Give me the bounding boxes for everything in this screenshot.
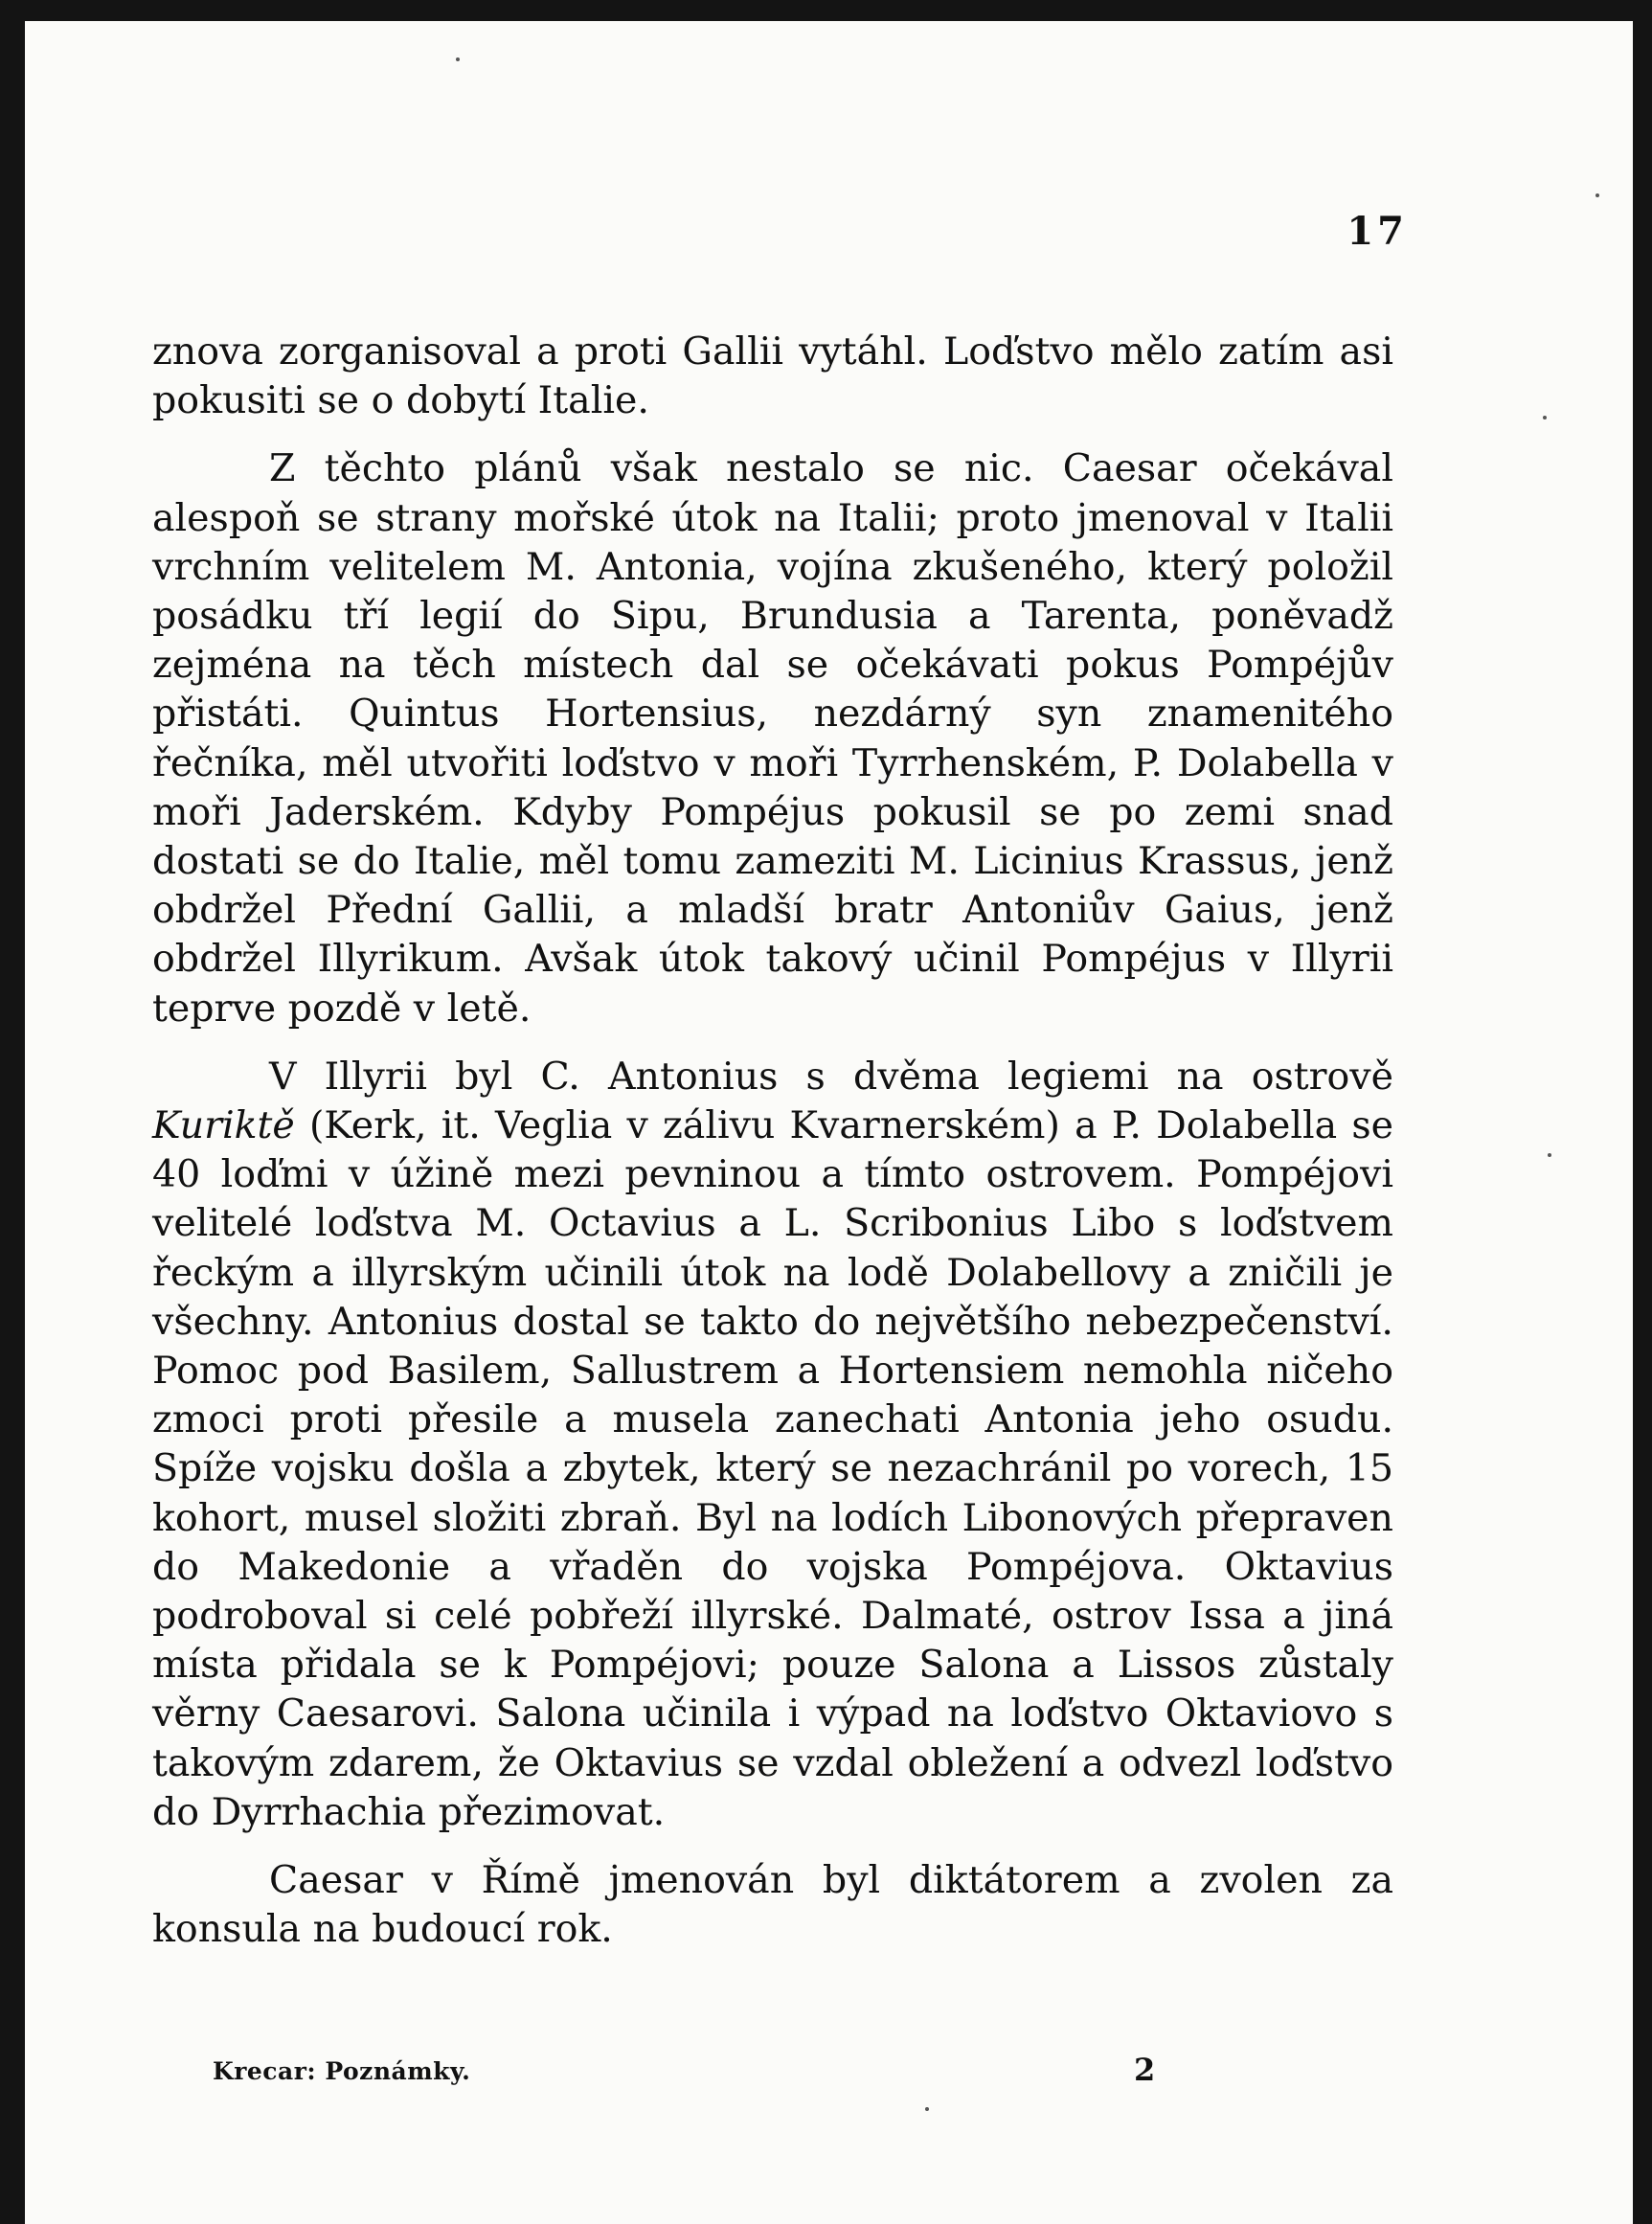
book-page <box>25 21 1633 2224</box>
footer-sheet-number: 2 <box>1134 2052 1156 2088</box>
place-name-italic: Kuriktě <box>152 1103 295 1148</box>
scan-speck <box>1543 416 1547 420</box>
scan-edge-left <box>0 0 25 2224</box>
paragraph-2: Z těchto plánů však nestalo se nic. Caesar očekával alespoň se strany mořské útok na Italii; proto jmenoval v Italii vrchním velitelem M. Antonia, vojína zkušeného, který položil posádku tří legií do Sipu, Brundusia a Tarenta, poněvadž zejména na těch místech dal se očekávati pokus Pompéjův přistáti. Quintus Hortensius, nezdárný syn znamenitého řečníka, měl utvořiti loďstvo v moři Tyrrhenském, P. Dolabella v moři Jaderském. Kdyby Pompéjus pokusil se po zemi snad dostati se do Italie, měl tomu zameziti M. Licinius Krassus, jenž obdržel Přední Gallii, a mladší bratr Antoniův Gaius, jenž obdržel Illyrikum. Avšak útok takový učinil Pompéjus v Illyrii teprve pozdě v letě. <box>152 446 1393 1031</box>
footer-signature: Krecar: Poznámky. <box>213 2057 471 2085</box>
scan-speck <box>1548 1153 1551 1157</box>
paragraph-3-rest: (Kerk, it. Veglia v zálivu Kvarnerském) a P. Dolabella se 40 loďmi v úžině mezi pevninou a tímto ostrovem. Pompéjovi velitelé loďstva M. Octavius a L. Scribonius Libo s loďstvem řeckým a illyrským učinili útok na lodě Dolabellovy a zničili je všechny. Antonius dostal se takto do největšího nebezpečenství. Pomoc pod Basilem, Sallustrem a Hortensiem nemohla ničeho zmoci proti přesile a musela zanechati Antonia jeho osudu. Spíže vojsku došla a zbytek, který se nezachránil po vorech, 15 kohort, musel složiti zbraň. Byl na lodích Libonových přepraven do Makedonie a vřaděn do vojska Pompéjova. Oktavius podroboval si celé pobřeží illyrské. Dalmaté, ostrov Issa a jiná místa přidala se k Pompéjovi; pouze Salona a Lissos zůstaly věrny Caesarovi. Salona učinila i výpad na loďstvo Oktaviovo s takovým zdarem, že Oktavius se vzdal obležení a odvezl loďstvo do Dyrrhachia přezimovat. <box>152 1103 1393 1834</box>
scan-edge-top <box>0 0 1652 21</box>
scan-speck <box>456 57 460 61</box>
paragraph-4: Caesar v Římě jmenován byl diktátorem a zvolen za konsula na budoucí rok. <box>152 1858 1393 1952</box>
scan-edge-right <box>1633 0 1652 2224</box>
scan-speck <box>1595 193 1599 197</box>
page-number: 17 <box>1346 209 1408 254</box>
body-text <box>152 328 1393 1955</box>
paragraph-3 <box>152 1053 1393 1837</box>
scan-speck <box>925 2107 929 2111</box>
paragraph-3-lead: V Illyrii byl C. Antonius s dvěma legiemi na ostrově <box>269 1054 1393 1099</box>
paragraph-1: znova zorganisoval a proti Gallii vytáhl. Loďstvo mělo zatím asi pokusiti se o dobytí Italie. <box>152 329 1393 423</box>
